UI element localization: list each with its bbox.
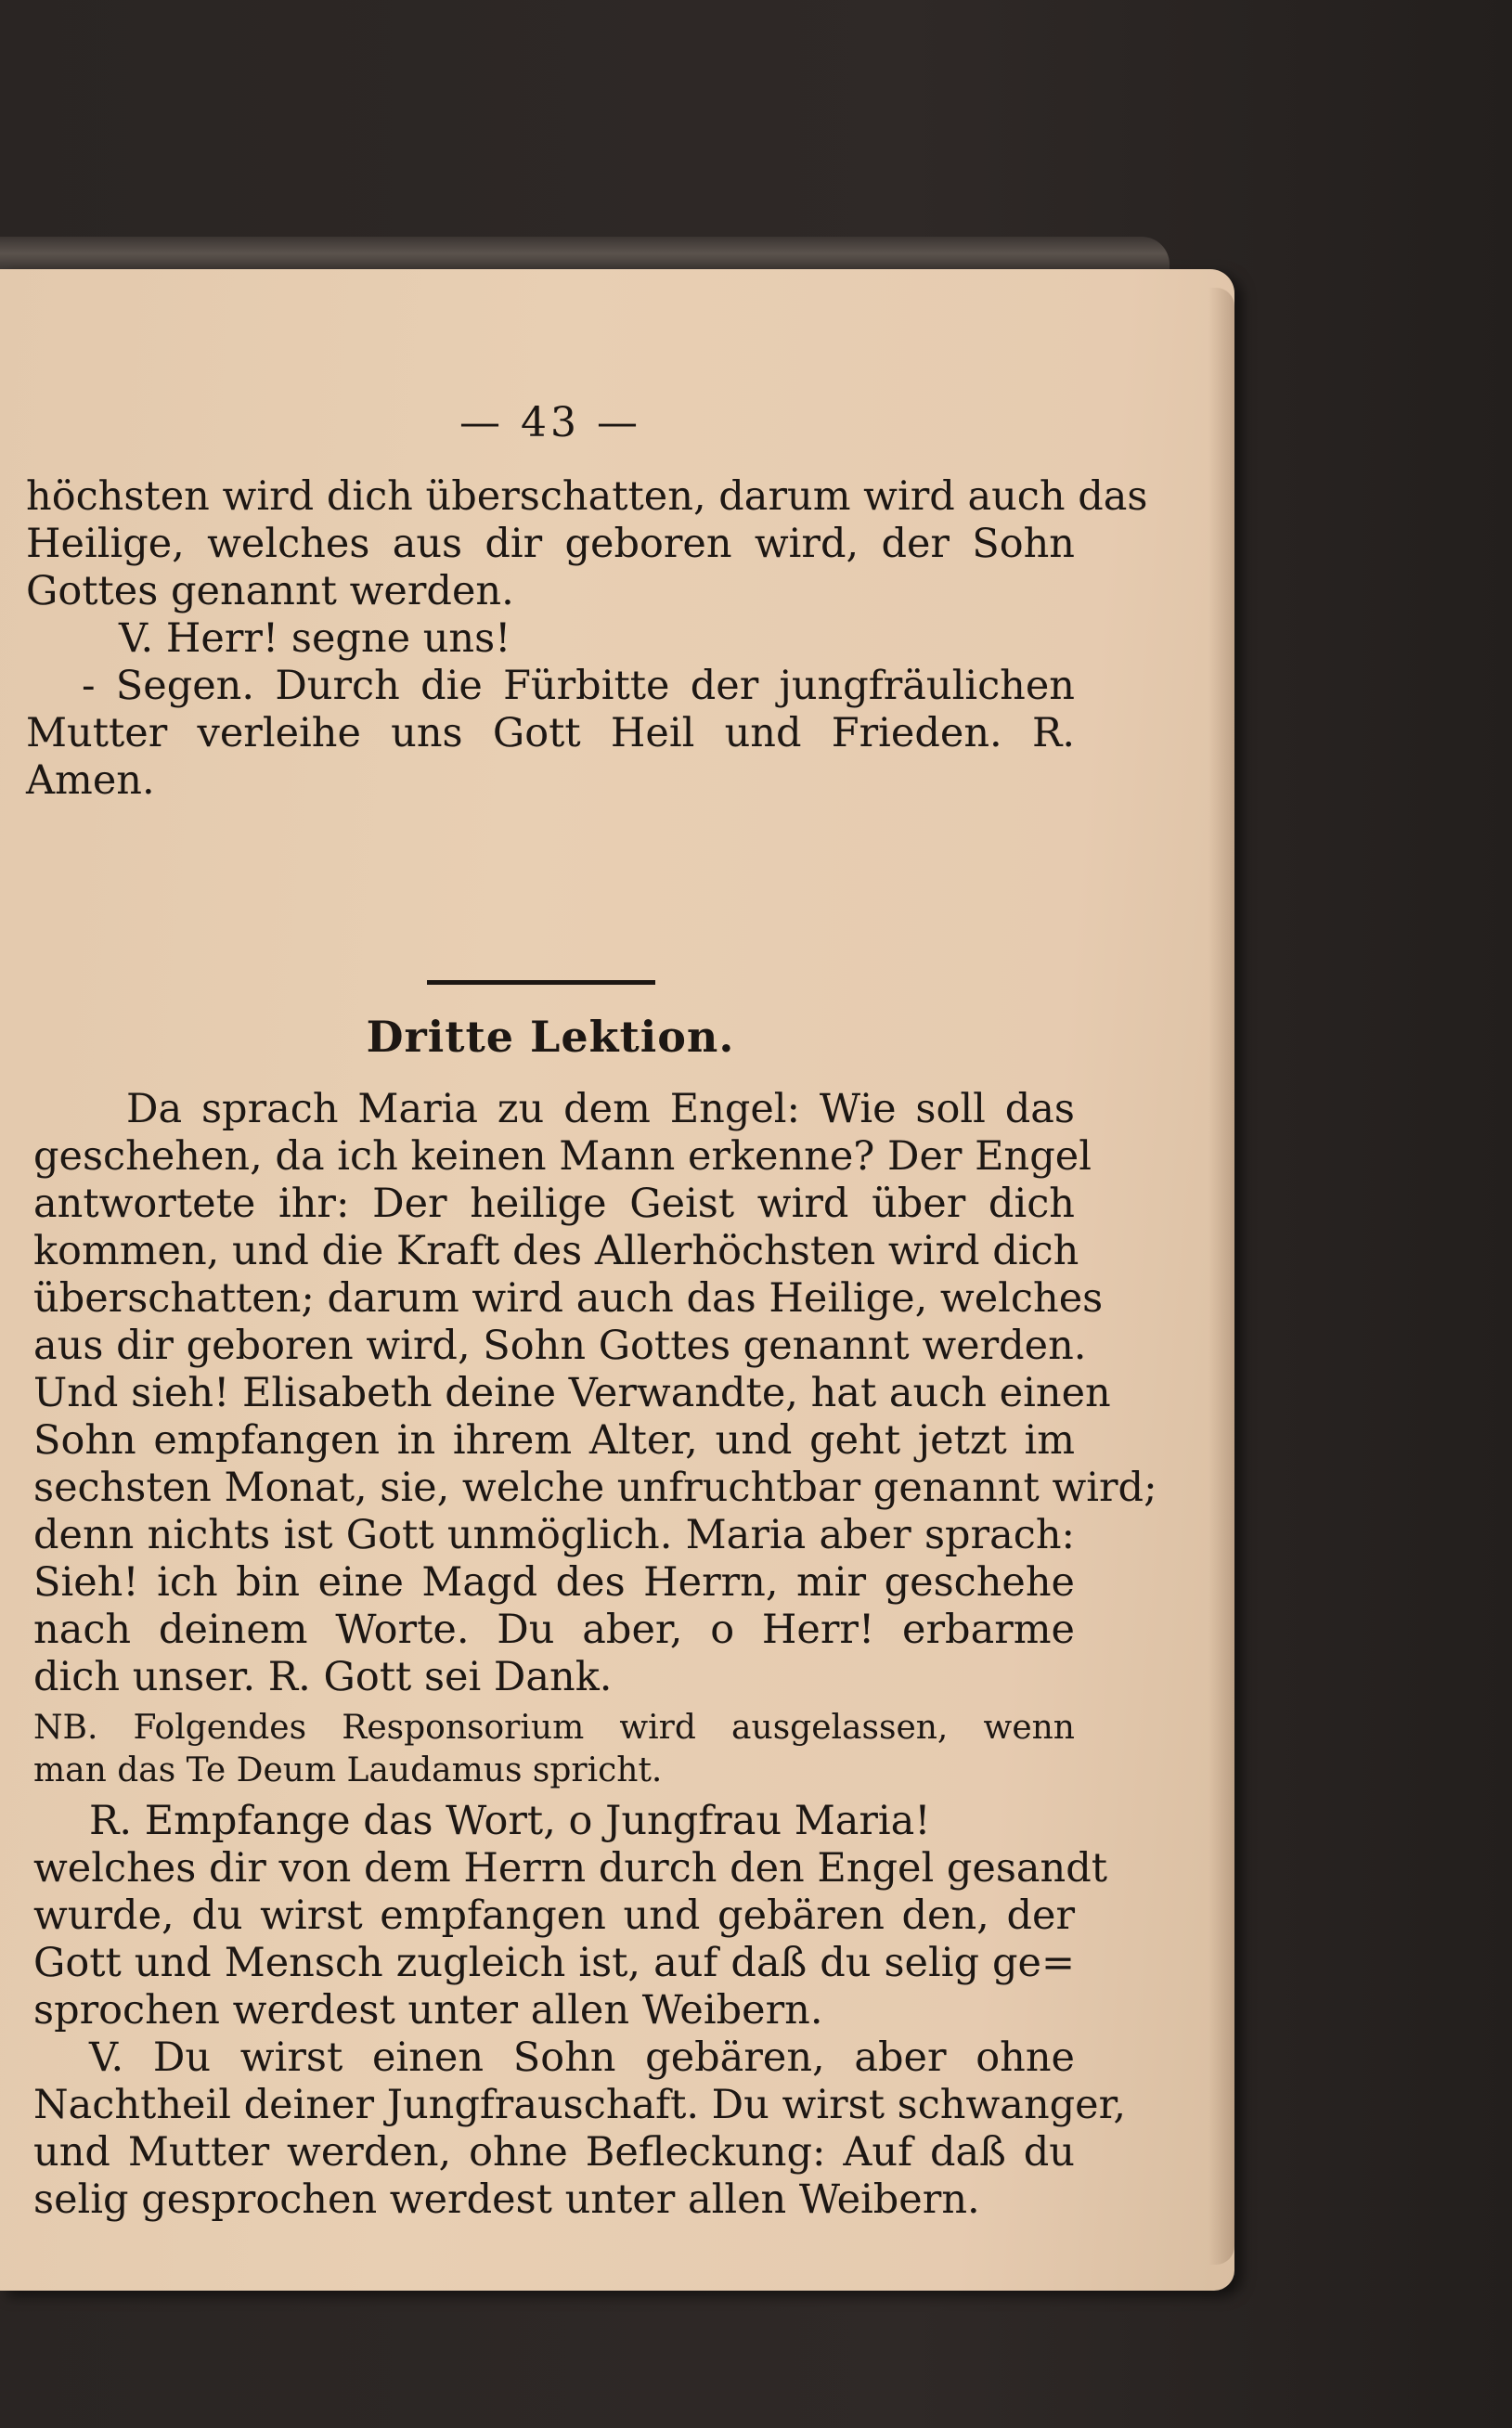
versicle-line: selig gesprochen werdest unter allen Weibern. <box>33 2176 980 2223</box>
blessing-line: - Segen. Durch die Fürbitte der jungfräulichen <box>82 663 1075 709</box>
versicle-line: und Mutter werden, ohne Befleckung: Auf daß du <box>33 2129 1075 2176</box>
text-line: sechsten Monat, sie, welche unfruchtbar genannt wird; <box>33 1465 1157 1511</box>
versicle-line: V. Du wirst einen Sohn gebären, aber ohne <box>89 2034 1075 2081</box>
text-line: dich unser. R. Gott sei Dank. <box>33 1654 613 1700</box>
section-end-of-lesson <box>26 473 1148 805</box>
book-page <box>0 269 1234 2291</box>
section-divider <box>427 980 655 985</box>
text-line: antwortete ihr: Der heilige Geist wird über dich <box>33 1181 1075 1227</box>
text-line: Sohn empfangen in ihrem Alter, und geht jetzt im <box>33 1417 1075 1464</box>
lesson-body <box>33 1086 1157 2224</box>
page-number: — 43 — <box>459 399 641 446</box>
lesson-heading: Dritte Lektion. <box>366 1012 735 1062</box>
responsory-line: Gott und Mensch zugleich ist, auf daß du selig ge= <box>33 1940 1075 1986</box>
text-line: kommen, und die Kraft des Allerhöchsten wird dich <box>33 1228 1079 1274</box>
versicle-line: V. Herr! segne uns! <box>119 615 511 662</box>
note-line: NB. Folgendes Responsorium wird ausgelassen, wenn <box>33 1709 1075 1747</box>
responsory-line: R. Empfange das Wort, o Jungfrau Maria! <box>89 1798 931 1844</box>
text-line: nach deinem Worte. Du aber, o Herr! erbarme <box>33 1607 1075 1653</box>
versicle-line: Nachtheil deiner Jungfrauschaft. Du wirst schwanger, <box>33 2082 1127 2128</box>
text-line: Amen. <box>26 757 155 804</box>
text-line: höchsten wird dich überschatten, darum wird auch das <box>26 473 1148 520</box>
responsory-line: welches dir von dem Herrn durch den Engel gesandt <box>33 1845 1108 1892</box>
note-line: man das Te Deum Laudamus spricht. <box>33 1751 663 1789</box>
text-line: aus dir geboren wird, Sohn Gottes genannt werden. <box>33 1323 1087 1369</box>
text-line: überschatten; darum wird auch das Heilige, welches <box>33 1275 1104 1322</box>
text-line: denn nichts ist Gott unmöglich. Maria aber sprach: <box>33 1512 1075 1558</box>
text-line: geschehen, da ich keinen Mann erkenne? Der Engel <box>33 1133 1092 1180</box>
text-line: Da sprach Maria zu dem Engel: Wie soll das <box>126 1086 1075 1132</box>
responsory-line: sprochen werdest unter allen Weibern. <box>33 1987 823 2034</box>
page-edge-shadow <box>1208 288 1234 2265</box>
responsory-line: wurde, du wirst empfangen und gebären den, der <box>33 1892 1075 1939</box>
text-line: Gottes genannt werden. <box>26 568 514 614</box>
text-line: Mutter verleihe uns Gott Heil und Frieden. R. <box>26 710 1075 756</box>
text-line: Und sieh! Elisabeth deine Verwandte, hat auch einen <box>33 1370 1111 1416</box>
text-line: Heilige, welches aus dir geboren wird, der Sohn <box>26 521 1075 567</box>
text-line: Sieh! ich bin eine Magd des Herrn, mir geschehe <box>33 1559 1075 1606</box>
